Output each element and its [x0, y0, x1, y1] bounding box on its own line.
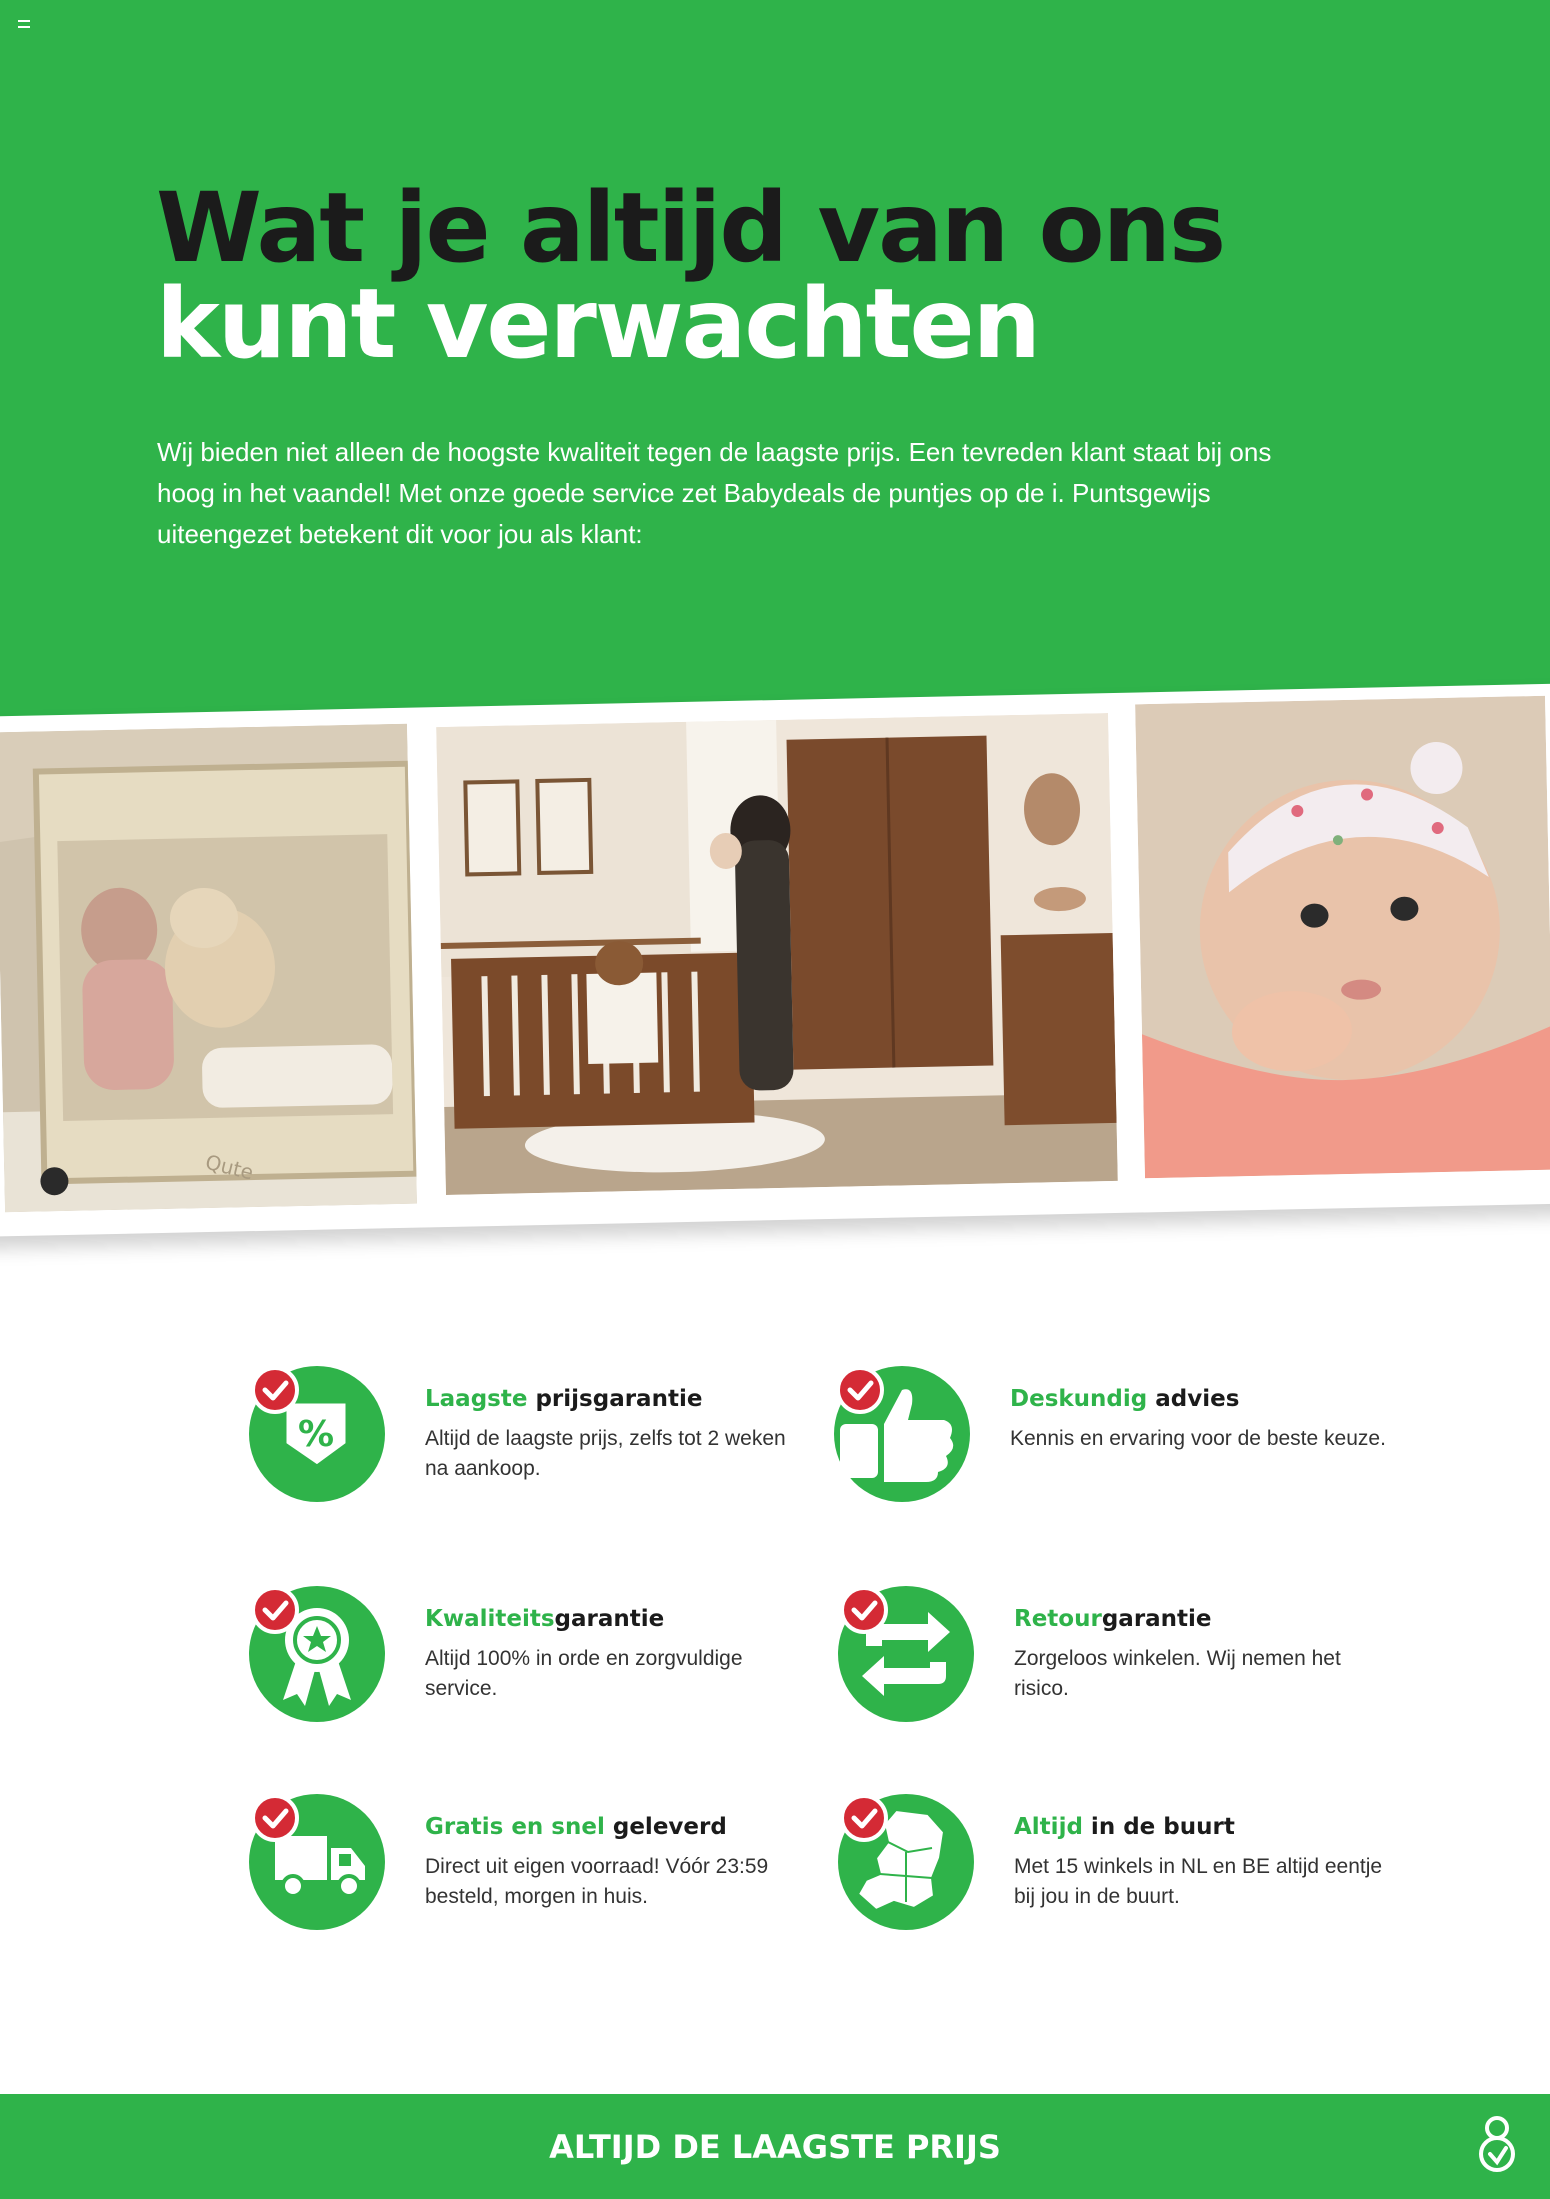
cot-brand-text: Qute: [202, 1149, 256, 1185]
babydeals-logo-icon[interactable]: [1474, 2112, 1520, 2174]
return-arrows-icon: [836, 1584, 976, 1724]
netherlands-map-icon: [836, 1792, 976, 1932]
photo-travel-cot: [0, 724, 417, 1213]
feature-description: Kennis en ervaring voor de beste keuze.: [1010, 1427, 1386, 1450]
feature-description: Direct uit eigen voorraad! Vóór 23:59 besteld, morgen in huis.: [425, 1855, 769, 1908]
feature-title: Deskundig advies: [1010, 1386, 1240, 1412]
svg-text:%: %: [297, 1414, 335, 1455]
feature-expert-advice: [832, 1364, 1392, 1514]
feature-description: Altijd 100% in orde en zorgvuldige service.: [425, 1647, 743, 1700]
menu-icon[interactable]: [18, 20, 30, 28]
headline-line-2: kunt verwachten: [156, 268, 1039, 380]
quality-rosette-icon: [247, 1584, 387, 1724]
footer-slogan: ALTIJD DE LAAGSTE PRIJS: [549, 2128, 1001, 2166]
photo-nursery: [436, 713, 1118, 1195]
feature-title: Gratis en snel geleverd: [425, 1814, 727, 1840]
page-title: [156, 172, 1225, 380]
intro-paragraph: Wij bieden niet alleen de hoogste kwaliteit tegen de laagste prijs. Een tevreden klant staat bij ons hoog in het vaandel! Met onze goede service zet Babydeals de puntjes op de i. Puntsgewijs uiteengezet betekent dit voor jou als klant:: [157, 437, 1272, 549]
thumbs-up-icon: [832, 1364, 972, 1504]
feature-quality-guarantee: [247, 1584, 807, 1734]
photo-baby: [1135, 696, 1550, 1178]
feature-description: Zorgeloos winkelen. Wij nemen het risico.: [1014, 1647, 1341, 1700]
feature-title: Laagste prijsgarantie: [425, 1386, 703, 1412]
feature-description: Altijd de laagste prijs, zelfs tot 2 weken na aankoop.: [425, 1427, 786, 1480]
feature-title: Retourgarantie: [1014, 1606, 1212, 1632]
feature-title: Altijd in de buurt: [1014, 1814, 1235, 1840]
headline-line-1: Wat je altijd van ons: [156, 172, 1225, 284]
feature-title: Kwaliteitsgarantie: [425, 1606, 665, 1632]
delivery-truck-icon: [247, 1792, 387, 1932]
feature-description: Met 15 winkels in NL en BE altijd eentje bij jou in de buurt.: [1014, 1855, 1383, 1908]
feature-nearby-stores: [836, 1792, 1396, 1942]
feature-price-guarantee: [247, 1364, 807, 1514]
footer-bar: [0, 2094, 1550, 2199]
feature-return-guarantee: [836, 1584, 1396, 1734]
feature-free-delivery: [247, 1792, 807, 1942]
percent-shield-icon: [247, 1364, 387, 1504]
